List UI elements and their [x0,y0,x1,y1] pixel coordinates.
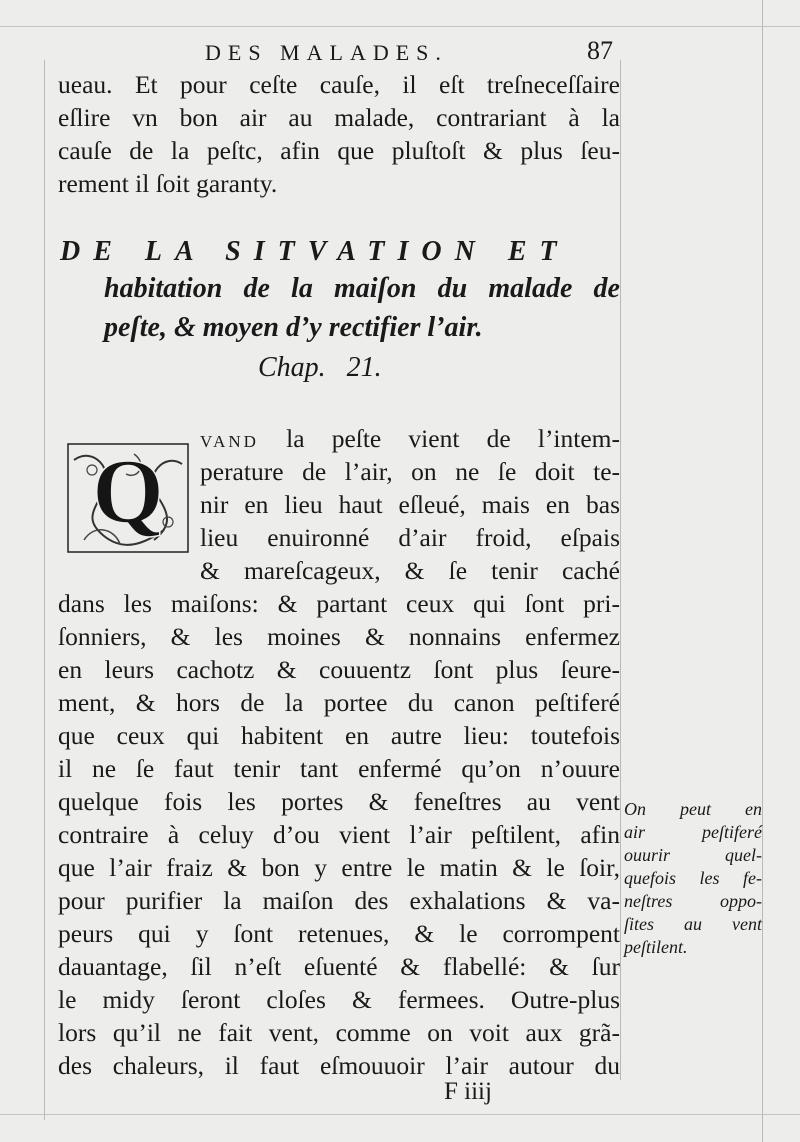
scan-edge-top [0,26,800,27]
text-line: nir en lieu haut eſleué, mais en bas [200,490,620,519]
text-line: rement il ſoit garanty. [58,169,278,198]
drop-cap-letter: Q [92,440,164,542]
text-line: ment, & hors de la portee du canon peſtiferé [58,688,620,717]
gutter-rule-left [44,60,45,1120]
running-head: DES MALADES. [205,40,448,65]
text-line: il ne ſe faut tenir tant enfermé qu’on n’ouure [58,754,620,783]
text-line: cauſe de la peſtc, afin que pluſtoſt & plus ſeu- [58,136,620,165]
marginal-note [624,798,762,959]
text-line: perature de l’air, on ne ſe doit te- [200,457,620,486]
text-line: contraire à celuy d’ou vient l’air peſtilent, afin [58,820,620,849]
marginal-note-line: quefois les fe- [624,868,762,888]
text-line: dauantage, ſil n’eſt eſuenté & flabellé: & ſur [58,952,620,981]
text-line: peurs qui y ſont retenues, & le corrompent [58,919,620,948]
main-paragraph [58,422,620,1082]
page-number: 87 [587,36,613,65]
opening-paragraph [58,68,620,200]
signature-mark: F iiij [444,1078,492,1105]
marginal-note-line: On peut en [624,799,762,819]
text-line: quelque fois les portes & feneſtres au vent [58,787,620,816]
text-line: ueau. Et pour ceſte cauſe, il eſt treſneceſſaire [58,70,620,99]
first-word-small-caps: VAND [200,432,259,451]
text-line: en leurs cachotz & couuentz ſont plus ſeure- [58,655,620,684]
chapter-heading-line-2: habitation de la maiſon du malade de [104,273,620,304]
text-line: que ceux qui habitent en autre lieu: toutefois [58,721,620,750]
marginal-note-line: ſites au vent [624,914,762,934]
chapter-heading-line-3: peſte, & moyen d’y rectifier l’air. [104,312,483,343]
text-line: lors qu’il ne fait vent, comme on voit aux grã- [58,1018,620,1047]
marginal-note-line: ouurir quel- [624,845,762,865]
text-line: des chaleurs, il faut eſmouuoir l’air autour du [58,1051,620,1080]
text-line [200,422,620,455]
text-line: dans les maiſons: & partant ceux qui ſont pri- [58,589,620,618]
text-rule-right [620,60,621,1080]
text-line: & mareſcageux, & ſe tenir caché [200,556,620,585]
text-line: que l’air fraiz & bon y entre le matin & le ſoir, [58,853,620,882]
text-line: ſonniers, & les moines & nonnains enfermez [58,622,620,651]
marginal-note-line: peſtilent. [624,937,688,957]
text-line: lieu enuironné d’air froid, eſpais [200,523,620,552]
text-line: eſlire vn bon air au malade, contrariant à la [58,103,620,132]
text-line: le midy ſeront cloſes & fermees. Outre-plus [58,985,620,1014]
chapter-number: Chap. 21. [258,352,382,383]
first-line-text: la peſte vient de l’intem- [258,424,620,453]
chapter-heading-line-1: DE LA SITVATION ET [60,236,570,267]
marginal-note-line: air peſtiferé [624,822,762,842]
scan-edge-bottom [0,1114,800,1115]
text-line: pour purifier la maiſon des exhalations & va- [58,886,620,915]
scan-edge-right [762,0,763,1142]
marginal-note-line: neſtres oppo- [624,891,762,911]
